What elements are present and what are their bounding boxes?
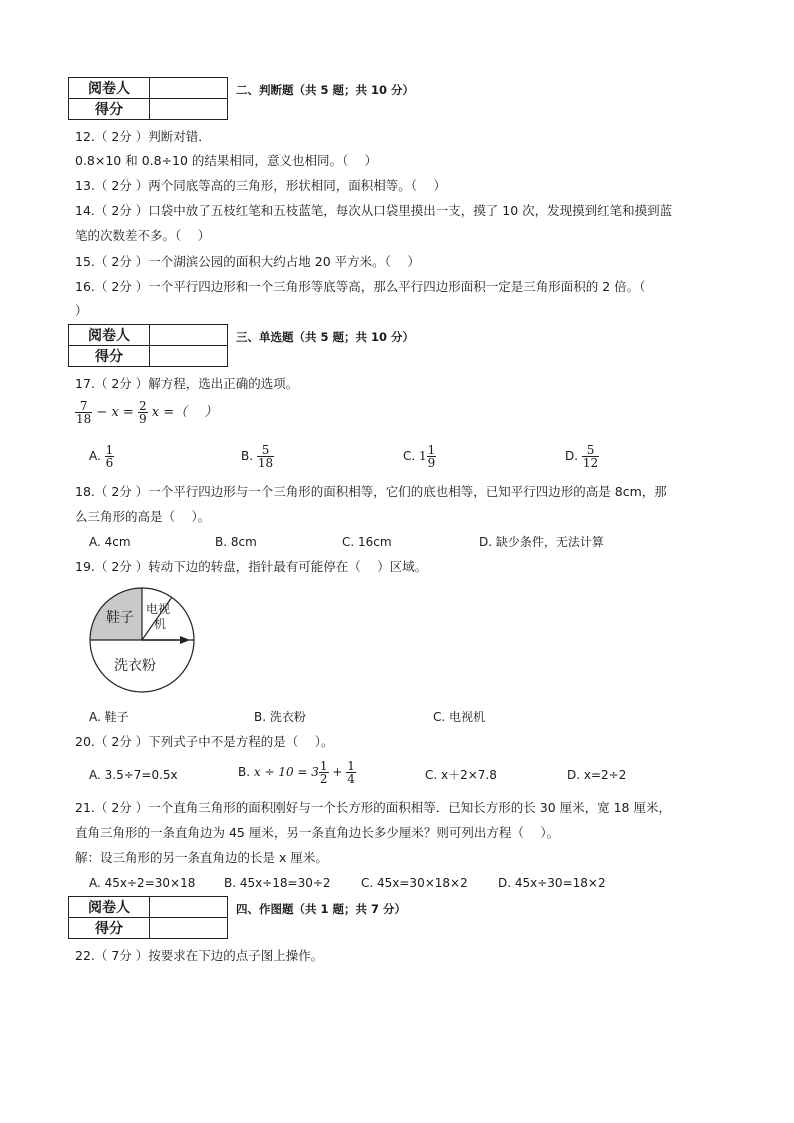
- spinner-label-tv-2: 机: [154, 617, 167, 631]
- score-grader-label: 阅卷人: [69, 78, 150, 99]
- spinner-label-tv: 电视: [146, 602, 171, 616]
- score-grader-cell[interactable]: [150, 897, 228, 918]
- q20-option-c[interactable]: C. x＋2×7.8: [425, 768, 497, 782]
- score-table: [68, 77, 228, 120]
- q17-option-d[interactable]: D. $\frac{5}{12}$: [565, 443, 599, 470]
- score-grader-label: 阅卷人: [69, 325, 150, 346]
- q15: 15.（ 2分 ）一个湖滨公园的面积大约占地 20 平方米。（ ）: [75, 254, 420, 269]
- score-grader-cell[interactable]: [150, 325, 228, 346]
- q17-option-c[interactable]: C. 1 $\frac{1}{9}$: [403, 443, 436, 470]
- score-points-cell[interactable]: [150, 918, 228, 939]
- q18-option-d[interactable]: D. 缺少条件，无法计算: [479, 535, 604, 549]
- q14-line2: 笔的次数差不多。（ ）: [75, 228, 211, 243]
- q18-option-c[interactable]: C. 16cm: [342, 535, 392, 549]
- q19-option-b[interactable]: B. 洗衣粉: [254, 710, 306, 724]
- q18-line1: 18.（ 2分 ）一个平行四边形与一个三角形的面积相等，它们的底也相等，已知平行四边形的高是 8cm，那: [75, 484, 667, 499]
- q20-option-b[interactable]: B. x ÷ 10 = 3 $\frac{1}{2}$ + $\frac{1}{4}$: [238, 759, 355, 786]
- score-points-label: 得分: [69, 918, 150, 939]
- q21-option-a[interactable]: A. 45x÷2=30×18: [89, 876, 196, 890]
- score-points-label: 得分: [69, 99, 150, 120]
- score-table: [68, 324, 228, 367]
- q12-head: 12.（ 2分 ）判断对错．: [75, 129, 211, 144]
- q17-option-a[interactable]: A. $\frac{1}{6}$: [89, 443, 114, 470]
- q20-head: 20.（ 2分 ）下列式子中不是方程的是（ ）。: [75, 734, 334, 749]
- score-points-cell[interactable]: [150, 99, 228, 120]
- spinner-label-shoes: 鞋子: [106, 610, 134, 626]
- q18-option-b[interactable]: B. 8cm: [215, 535, 257, 549]
- q19-option-a[interactable]: A. 鞋子: [89, 710, 129, 724]
- q17-option-b[interactable]: B. $\frac{5}{18}$: [241, 443, 274, 470]
- q18-option-a[interactable]: A. 4cm: [89, 535, 131, 549]
- section-title-single-choice: 三、单选题（共 5 题；共 10 分）: [236, 330, 415, 344]
- q22: 22.（ 7分 ）按要求在下边的点子图上操作。: [75, 948, 324, 963]
- q21-option-c[interactable]: C. 45x=30×18×2: [361, 876, 468, 890]
- q21-line1: 21.（ 2分 ）一个直角三角形的面积刚好与一个长方形的面积相等．已知长方形的长 30 厘米，宽 18 厘米，: [75, 800, 671, 815]
- q17-head: 17.（ 2分 ）解方程，选出正确的选项。: [75, 376, 299, 391]
- q21-line3: 解：设三角形的另一条直角边的长是 x 厘米。: [75, 850, 328, 865]
- score-points-cell[interactable]: [150, 346, 228, 367]
- q18-line2: 么三角形的高是（ ）。: [75, 509, 211, 524]
- q19-option-c[interactable]: C. 电视机: [433, 710, 486, 724]
- q16-line1: 16.（ 2分 ）一个平行四边形和一个三角形等底等高，那么平行四边形面积一定是三角形面积的 2 倍。（: [75, 279, 646, 294]
- q13: 13.（ 2分 ）两个同底等高的三角形，形状相同，面积相等。（ ）: [75, 178, 447, 193]
- section-title-judgment: 二、判断题（共 5 题；共 10 分）: [236, 83, 415, 97]
- score-points-label: 得分: [69, 346, 150, 367]
- q21-option-b[interactable]: B. 45x÷18=30÷2: [224, 876, 331, 890]
- spinner-pointer-arrowhead: [180, 636, 190, 644]
- q12-body: 0.8×10 和 0.8÷10 的结果相同，意义也相同。（ ）: [75, 153, 378, 168]
- q21-option-d[interactable]: D. 45x÷30=18×2: [498, 876, 606, 890]
- q21-line2: 直角三角形的一条直角边为 45 厘米，另一条直角边长多少厘米？则可列出方程（ ）。: [75, 825, 560, 840]
- q14-line1: 14.（ 2分 ）口袋中放了五枝红笔和五枝蓝笔，每次从口袋里摸出一支，摸了 10 次，发现摸到红笔和摸到蓝: [75, 203, 673, 218]
- spinner-diagram: [86, 586, 198, 696]
- score-grader-label: 阅卷人: [69, 897, 150, 918]
- section-title-drawing: 四、作图题（共 1 题；共 7 分）: [236, 902, 407, 916]
- q17-equation: $\frac{7}{18}$ − x = $\frac{2}{9}$ x =（ ）: [76, 399, 218, 426]
- q19-head: 19.（ 2分 ）转动下边的转盘，指针最有可能停在（ ）区域。: [75, 559, 428, 574]
- score-table: [68, 896, 228, 939]
- q16-line2: ）: [75, 303, 88, 318]
- q20-option-d[interactable]: D. x=2÷2: [567, 768, 627, 782]
- score-grader-cell[interactable]: [150, 78, 228, 99]
- spinner-label-powder: 洗衣粉: [114, 658, 156, 674]
- q20-option-a[interactable]: A. 3.5÷7=0.5x: [89, 768, 178, 782]
